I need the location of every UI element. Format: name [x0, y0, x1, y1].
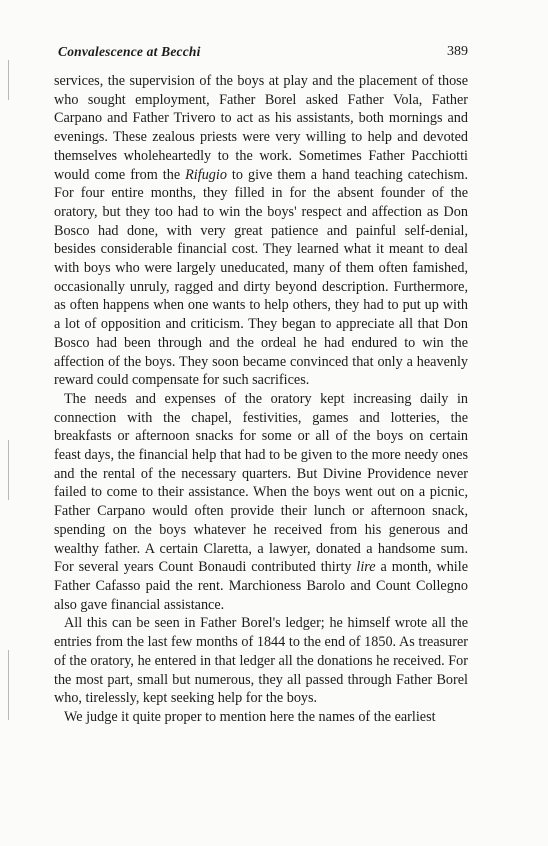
- scan-edge-mark: [8, 650, 9, 720]
- p1-text-b: to give them a hand teaching catechism. For four entire months, they filled in for the absent founder of the oratory, but they too had to win the boys' respect and affection as Don Bosco had done, with very great patience and painful self-denial, besides considerable financial cost. They learned what it meant to deal with boys who were largely uneducated, many of them often famished, occasionally unruly, ragged and dirty beyond description. Furthermore, as often happens when one wants to help others, they had to put up with a lot of opposition and criticism. They began to appreciate all that Don Bosco had been through and the ordeal he had endured to win the affection of the boys. They soon became convinced that only a heavenly reward could compensate for such sacrifices.: [54, 166, 469, 389]
- page-number: 389: [447, 44, 468, 59]
- p1-italic: Rifugio: [185, 166, 227, 183]
- running-head: Convalescence at Becchi: [58, 44, 201, 59]
- paragraph-3: All this can be seen in Father Borel's ledger; he himself wrote all the entries from the last few months of 1844 to the end of 1850. As treasurer of the oratory, he entered in that ledger all the donations he received. For the most part, small but numerous, they all passed through Father Borel who, tirelessly, kept seeking help for the boys.: [54, 615, 468, 707]
- p2-italic: lire: [356, 559, 376, 576]
- p2-text-b: a month, while Father Cafasso paid the rent. Marchioness Barolo and Count Collegno also gave financial assistance.: [54, 559, 468, 613]
- page-header: [54, 44, 468, 66]
- p1-text-a: services, the supervision of the boys at play and the placement of those who sought employment, Father Borel asked Father Vola, Father Carpano and Father Trivero to act as his assistants, both mornings and evenings. These zealous priests were very willing to help and devoted themselves wholeheartedly to the work. Sometimes Father Pacchiotti would come from the: [54, 73, 468, 183]
- book-page: [54, 44, 468, 727]
- p2-text-a: The needs and expenses of the oratory kept increasing daily in connection with the chapel, festivities, games and lotteries, the breakfasts or afternoon snacks for some or all of the boys on certain feast days, the financial help that had to be given to the more needy ones and the rental of the necessary quarters. But Divine Providence never failed to come to their assistance. When the boys went out on a picnic, Father Carpano would often provide their lunch or afternoon snack, spending on the boys whatever he received from his generous and wealthy father. A certain Claretta, a lawyer, donated a handsome sum. For several years Count Bonaudi contributed thirty: [54, 390, 468, 576]
- scan-edge-mark: [8, 60, 9, 100]
- paragraph-1: [54, 72, 468, 390]
- paragraph-4: We judge it quite proper to mention here the names of the earliest: [64, 708, 436, 725]
- paragraph-2: [54, 390, 468, 614]
- scan-edge-mark: [8, 440, 9, 500]
